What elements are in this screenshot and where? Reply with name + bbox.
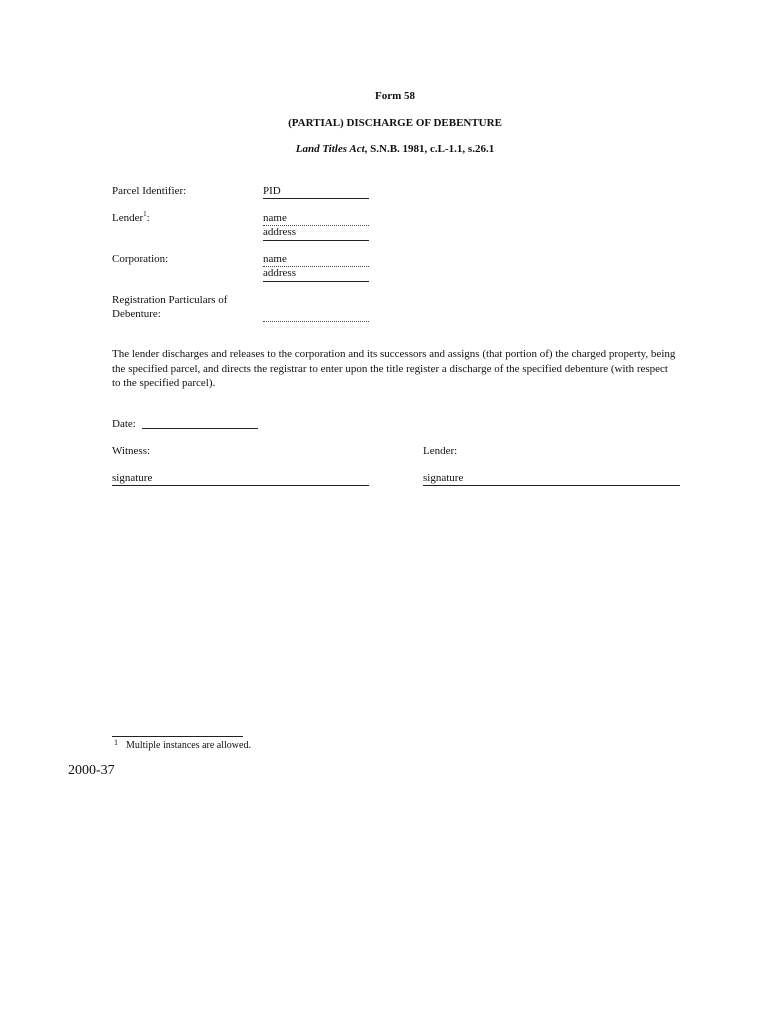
corporation-address-line bbox=[263, 281, 369, 282]
act-citation bbox=[0, 143, 770, 155]
lender-label-colon: : bbox=[146, 212, 150, 224]
lender-label bbox=[112, 212, 150, 224]
lender-address-line bbox=[263, 240, 369, 241]
footnote-separator bbox=[112, 736, 243, 737]
registration-line bbox=[263, 321, 369, 322]
registration-label-line1: Registration Particulars of bbox=[112, 294, 228, 306]
form-title: (PARTIAL) DISCHARGE OF DEBENTURE bbox=[288, 117, 502, 129]
form-number: Form 58 bbox=[374, 90, 415, 102]
lender-signature-text: signature bbox=[423, 472, 464, 484]
lender-address: address bbox=[263, 226, 296, 238]
witness-signature-line bbox=[112, 485, 369, 486]
lender-signature-label: Lender: bbox=[423, 445, 458, 457]
corporation-address: address bbox=[263, 267, 296, 279]
discharge-text-line1: The lender discharges and releases to the corporation and its successors and assigns (that portion of) the charged property, being bbox=[112, 348, 676, 360]
parcel-identifier-value: PID bbox=[263, 185, 281, 197]
lender-name: name bbox=[263, 212, 287, 224]
parcel-identifier-line bbox=[263, 198, 369, 199]
registration-label-line2: Debenture: bbox=[112, 308, 161, 320]
date-line bbox=[142, 428, 258, 429]
footnote-marker: 1 bbox=[114, 738, 118, 747]
lender-label-text: Lender bbox=[112, 212, 144, 224]
lender-footnote-ref: 1 bbox=[143, 210, 147, 218]
footnote-text: Multiple instances are allowed. bbox=[126, 740, 251, 751]
corporation-name: name bbox=[263, 253, 287, 265]
discharge-text-line2: the specified parcel, and directs the registrar to enter upon the title register a discharge of the specified debenture (with respect bbox=[112, 363, 668, 375]
corporation-label: Corporation: bbox=[112, 253, 169, 265]
date-label: Date: bbox=[112, 418, 136, 430]
witness-label: Witness: bbox=[112, 445, 151, 457]
parcel-identifier-label: Parcel Identifier: bbox=[112, 185, 187, 197]
discharge-text-line3: to the specified parcel). bbox=[112, 377, 216, 389]
act-reference: , S.N.B. 1981, c.L-1.1, s.26.1 bbox=[364, 143, 495, 155]
lender-signature-line bbox=[423, 485, 680, 486]
page-number: 2000-37 bbox=[68, 763, 115, 778]
witness-signature-text: signature bbox=[112, 472, 153, 484]
act-name: Land Titles Act bbox=[295, 143, 365, 155]
